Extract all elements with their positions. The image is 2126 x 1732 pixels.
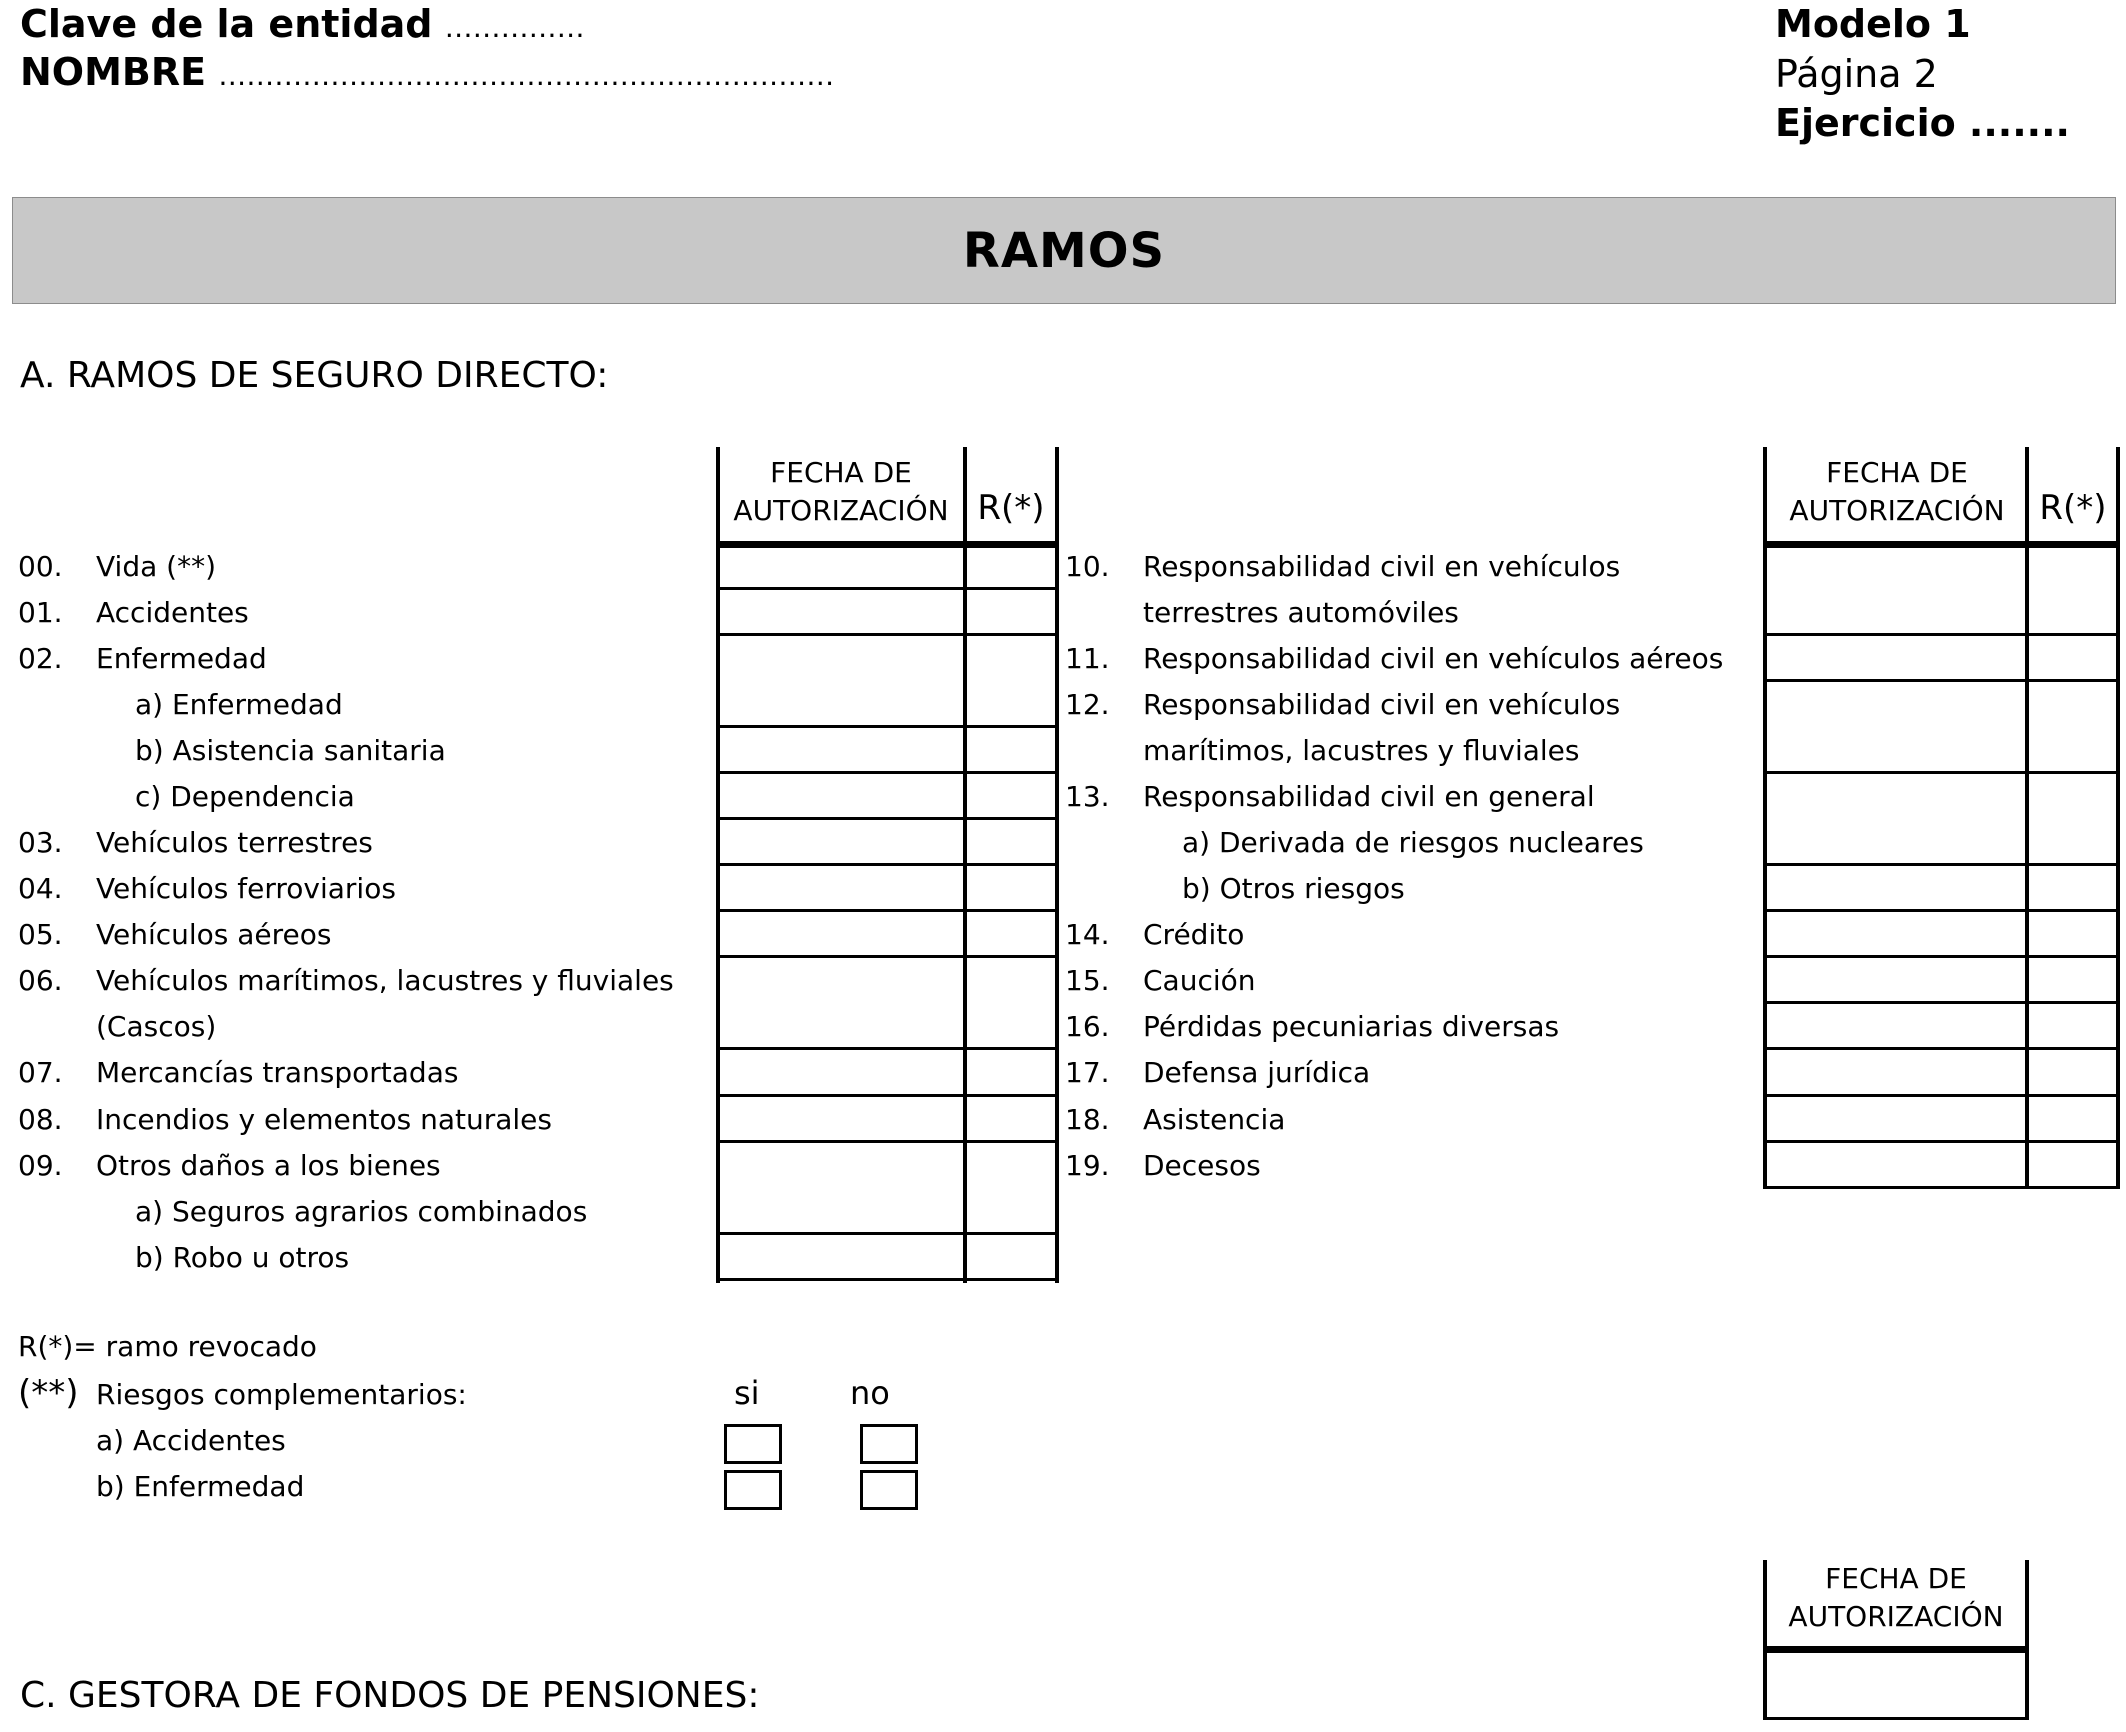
- section-c-title: C. GESTORA DE FONDOS DE PENSIONES:: [20, 1675, 760, 1716]
- list-item: 06.: [18, 964, 63, 997]
- list-item: 19.: [1065, 1149, 1110, 1182]
- list-item: b) Robo u otros: [135, 1241, 350, 1274]
- list-item: 00.: [18, 550, 63, 583]
- list-item: Caución: [1143, 964, 1256, 997]
- list-item: Responsabilidad civil en vehículos: [1143, 550, 1621, 583]
- list-item: 18.: [1065, 1103, 1110, 1136]
- band-title: RAMOS: [962, 222, 1166, 279]
- enfermedad-si-checkbox[interactable]: [724, 1470, 782, 1510]
- list-item: Vehículos terrestres: [96, 826, 373, 859]
- list-item: 05.: [18, 918, 63, 951]
- list-item: b) Asistencia sanitaria: [135, 734, 446, 767]
- double-asterisk: (**): [18, 1373, 79, 1413]
- left-date-cell[interactable]: [720, 548, 963, 587]
- list-item: 12.: [1065, 688, 1110, 721]
- c-fecha-header: FECHA DE AUTORIZACIÓN: [1788, 1562, 2004, 1633]
- list-item: Asistencia: [1143, 1103, 1286, 1136]
- ejercicio: Ejercicio .......: [1775, 101, 2070, 145]
- list-item: Responsabilidad civil en general: [1143, 780, 1595, 813]
- list-item: 10.: [1065, 550, 1110, 583]
- si-label: si: [734, 1374, 760, 1412]
- list-item: Vehículos marítimos, lacustres y fluviales: [96, 964, 674, 997]
- list-item: 04.: [18, 872, 63, 905]
- list-item: Responsabilidad civil en vehículos: [1143, 688, 1621, 721]
- list-item: 11.: [1065, 642, 1110, 675]
- list-item: a) Enfermedad: [135, 688, 343, 721]
- list-item: 13.: [1065, 780, 1110, 813]
- c-date-cell[interactable]: [1767, 1653, 2025, 1717]
- left-fecha-header: FECHA DE AUTORIZACIÓN: [733, 456, 949, 527]
- list-item: Decesos: [1143, 1149, 1261, 1182]
- section-a-title: A. RAMOS DE SEGURO DIRECTO:: [20, 355, 609, 396]
- clave-label: Clave de la entidad: [20, 2, 433, 46]
- list-item: 16.: [1065, 1010, 1110, 1043]
- pagina: Página 2: [1775, 52, 1938, 96]
- list-item: Crédito: [1143, 918, 1245, 951]
- list-item: 17.: [1065, 1056, 1110, 1089]
- list-item: Vehículos ferroviarios: [96, 872, 396, 905]
- list-item: Mercancías transportadas: [96, 1056, 459, 1089]
- list-item: 15.: [1065, 964, 1110, 997]
- list-item: Vida (**): [96, 550, 216, 583]
- no-label: no: [850, 1374, 890, 1412]
- list-item: 09.: [18, 1149, 63, 1182]
- list-item: a) Derivada de riesgos nucleares: [1182, 826, 1644, 859]
- list-item: Responsabilidad civil en vehículos aéreos: [1143, 642, 1724, 675]
- clave-entidad: [20, 0, 585, 52]
- accidentes-si-checkbox[interactable]: [724, 1424, 782, 1464]
- list-item: Enfermedad: [96, 642, 267, 675]
- nombre-label: NOMBRE: [20, 50, 207, 94]
- list-item: Pérdidas pecuniarias diversas: [1143, 1010, 1560, 1043]
- ramos-band: [12, 197, 2116, 304]
- list-item: marítimos, lacustres y fluviales: [1143, 734, 1580, 767]
- modelo: Modelo 1: [1775, 2, 1971, 46]
- accidentes-label: a) Accidentes: [96, 1424, 286, 1457]
- enfermedad-label: b) Enfermedad: [96, 1470, 305, 1503]
- list-item: (Cascos): [96, 1010, 217, 1043]
- r-note: R(*)= ramo revocado: [18, 1330, 317, 1363]
- list-item: c) Dependencia: [135, 780, 355, 813]
- nombre: [20, 48, 834, 100]
- enfermedad-no-checkbox[interactable]: [860, 1470, 918, 1510]
- left-r-cell[interactable]: [967, 548, 1055, 587]
- list-item: Accidentes: [96, 596, 249, 629]
- list-item: Otros daños a los bienes: [96, 1149, 441, 1182]
- right-r-header: R(*): [2039, 488, 2107, 528]
- list-item: 07.: [18, 1056, 63, 1089]
- left-r-header: R(*): [977, 488, 1045, 528]
- list-item: b) Otros riesgos: [1182, 872, 1405, 905]
- list-item: 08.: [18, 1103, 63, 1136]
- right-date-cell[interactable]: [1767, 548, 2025, 633]
- list-item: 01.: [18, 596, 63, 629]
- riesgos-label: Riesgos complementarios:: [96, 1378, 467, 1411]
- list-item: 03.: [18, 826, 63, 859]
- list-item: 14.: [1065, 918, 1110, 951]
- list-item: Incendios y elementos naturales: [96, 1103, 552, 1136]
- list-item: terrestres automóviles: [1143, 596, 1459, 629]
- clave-dots: ……………: [444, 11, 585, 44]
- right-fecha-header: FECHA DE AUTORIZACIÓN: [1789, 456, 2005, 527]
- list-item: Defensa jurídica: [1143, 1056, 1371, 1089]
- list-item: a) Seguros agrarios combinados: [135, 1195, 588, 1228]
- accidentes-no-checkbox[interactable]: [860, 1424, 918, 1464]
- list-item: 02.: [18, 642, 63, 675]
- nombre-dots: …………………………………………………………: [218, 59, 835, 92]
- list-item: Vehículos aéreos: [96, 918, 332, 951]
